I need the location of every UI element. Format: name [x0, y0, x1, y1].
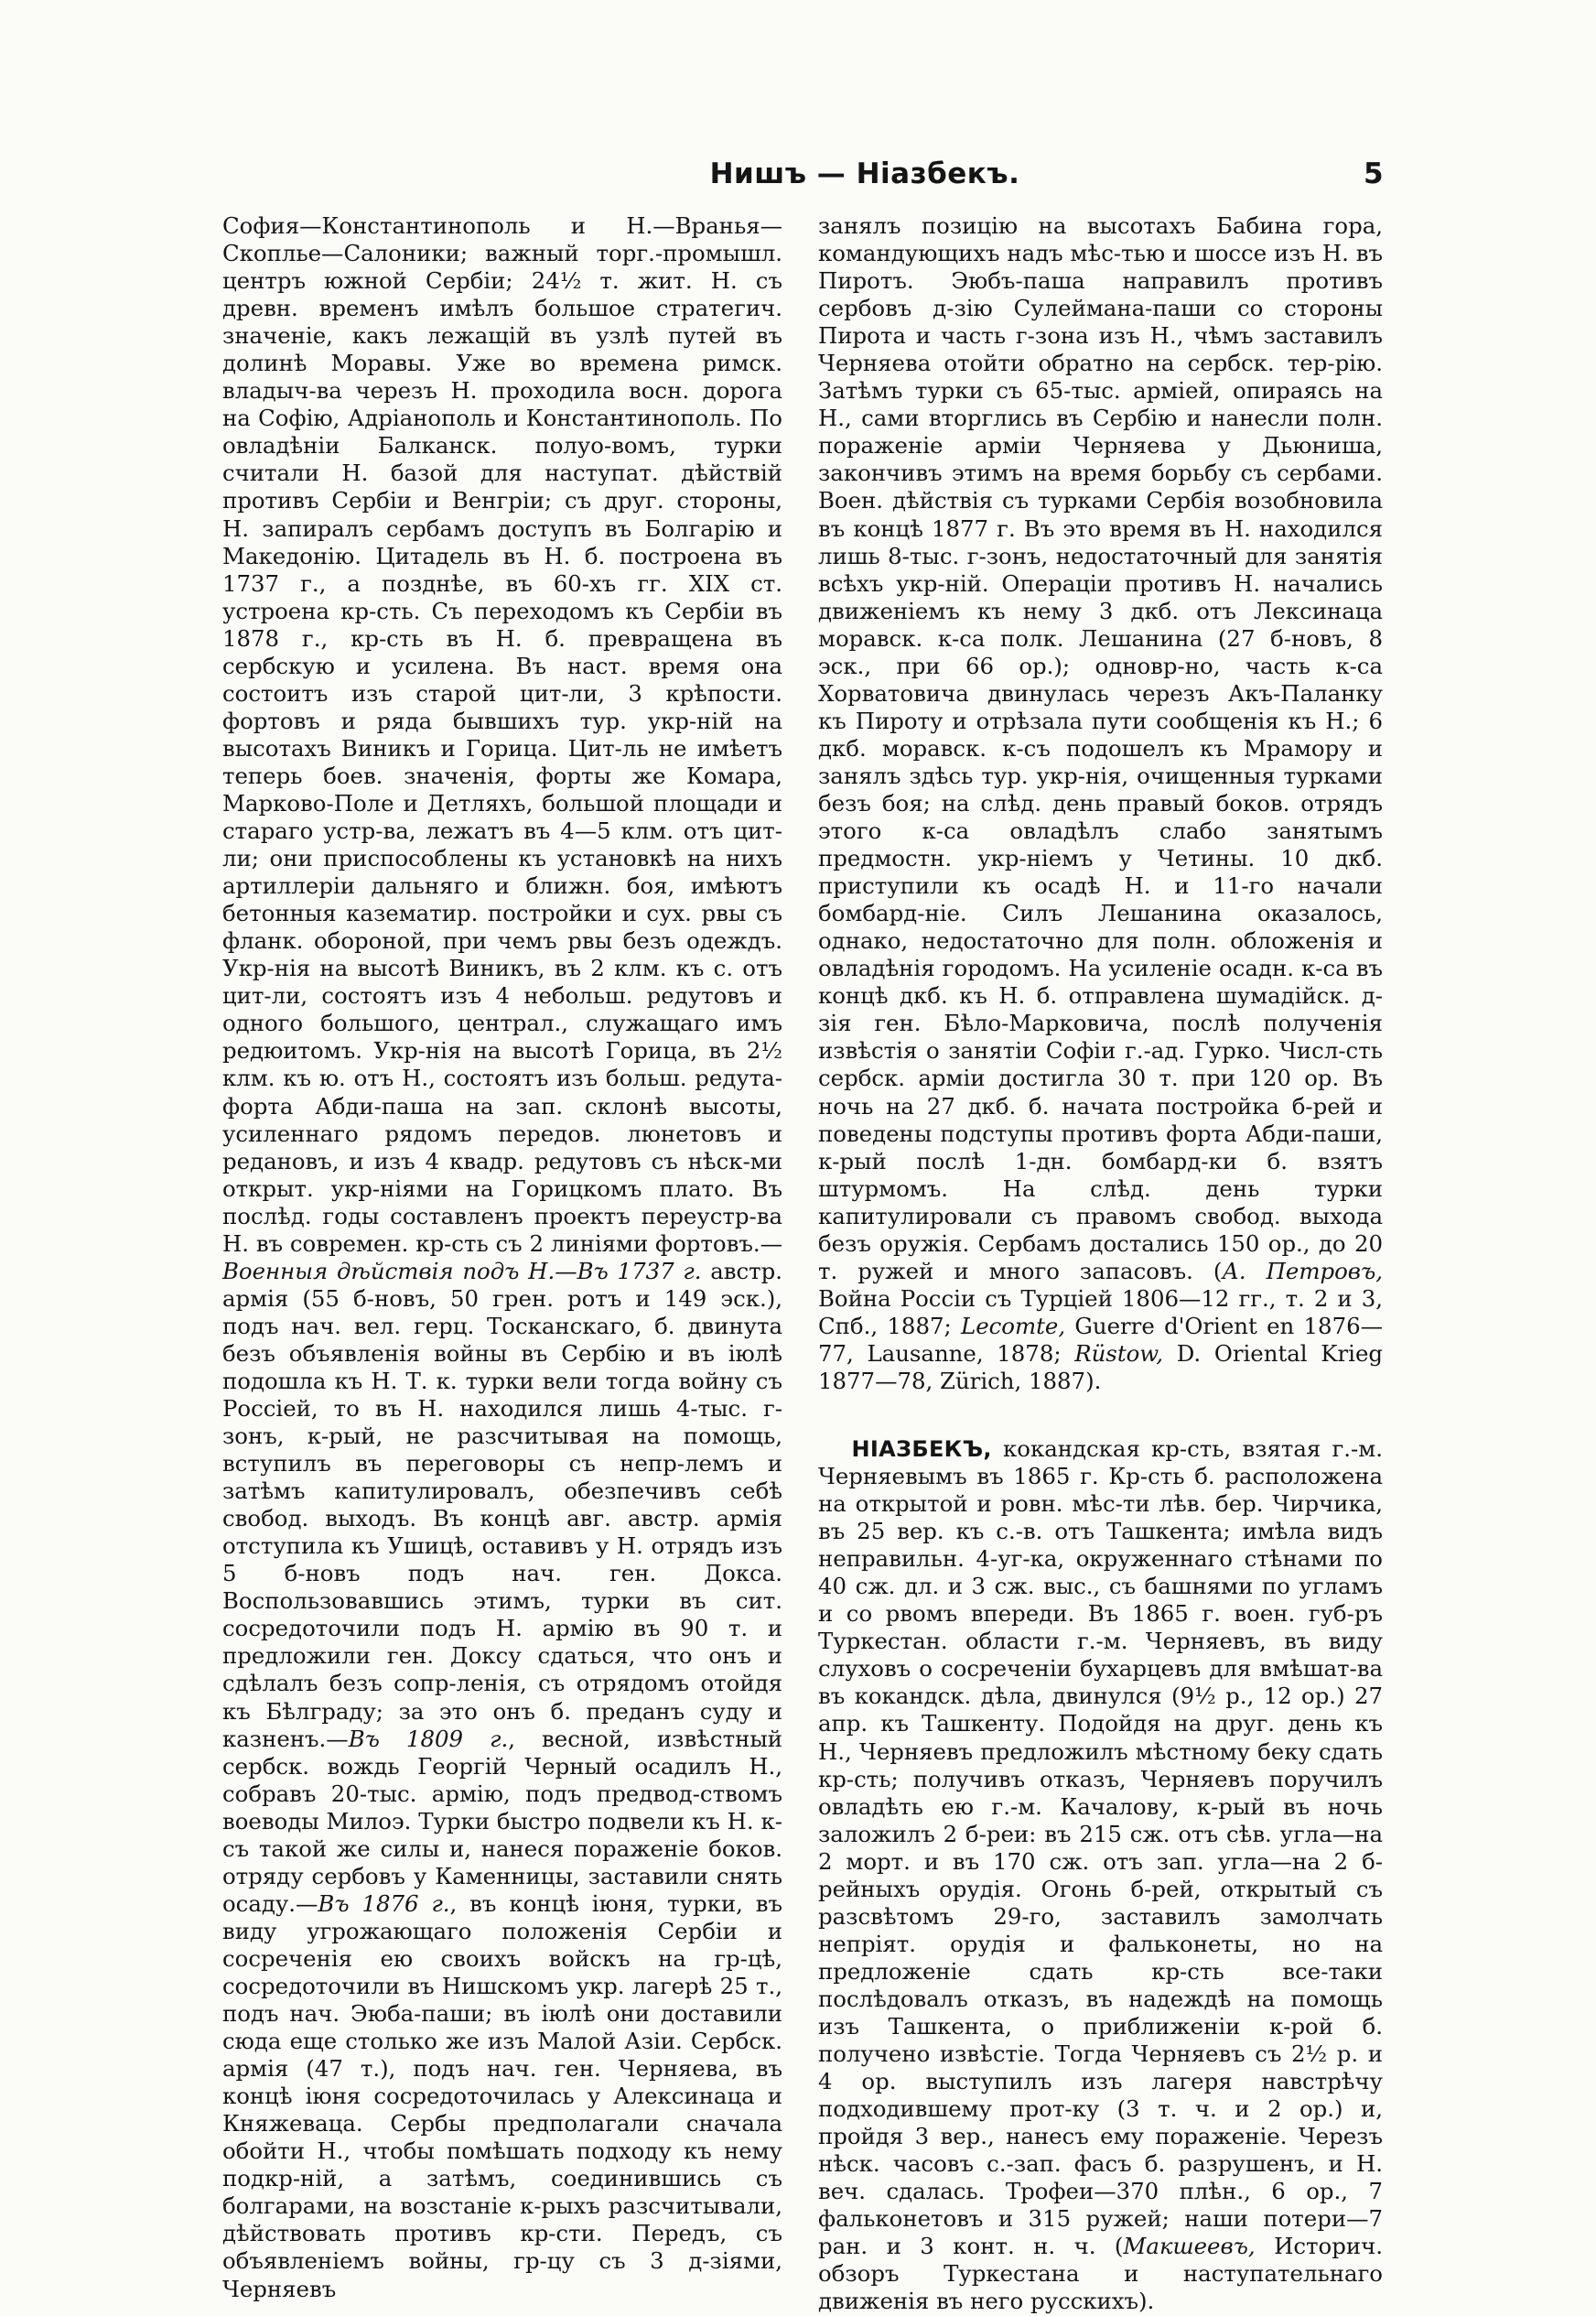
- page-number: 5: [1364, 157, 1384, 190]
- entry-headword: НІАЗБЕКЪ,: [851, 1436, 992, 1463]
- year-marker: Въ 1809 г.: [348, 1725, 509, 1752]
- nish-article-continuation: София—Константинополь и Н.—Вранья—Скоплье—Салоники; важный торг.-промышл. центръ южной Сербіи; 24½ т. жит. Н. съ древн. временъ имѣлъ большое стратегич. значеніе, какъ лежащій въ узлѣ путей въ долинѣ Моравы. Уже во времена римск. владыч-ва черезъ Н. проходила восн. дорога на Софію, Адріанополь и Константинополь. По овладѣніи Балканск. полуо-вомъ, турки считали Н. базой для наступат. дѣйствій противъ Сербіи и Венгріи; съ друг. стороны, Н. запиралъ сербамъ доступъ въ Болгарію и Македонію. Цитадель въ Н. б. построена въ 1737 г., а позднѣе, въ 60-хъ гг. XIX ст. устроена кр-сть. Съ переходомъ къ Сербіи въ 1878 г., кр-сть въ Н. б. превращена въ сербскую и усилена. Въ наст. время она состоитъ изъ старой цит-ли, 3 крѣпости. фортовъ и ряда бывшихъ тур. укр-ній на высотахъ Виникъ и Горица. Цит-ль не имѣетъ теперь боев. значенія, форты же Комара, Марково-Поле и Детляхъ, большой площади и стараго устр-ва, лежатъ въ 4—5 клм. отъ цит-ли; они приспособлены къ установкѣ на нихъ артиллеріи дальняго и ближн. боя, имѣютъ бетонныя казематир. постройки и сух. рвы съ фланк. обороной, при чемъ рвы безъ одеждъ. Укр-нія на высотѣ Виникъ, въ 2 клм. къ с. отъ цит-ли, состоятъ изъ 4 небольш. редутовъ и одного большого, централ., служащаго имъ редюитомъ. Укр-нія на высотѣ Горица, въ 2½ клм. къ ю. отъ Н., состоятъ изъ больш. редута-форта Абди-паша на зап. склонѣ высоты, усиленнаго рядомъ передов. люнетовъ и редановъ, и изъ 4 квадр. редутовъ съ нѣск-ми открыт. укр-ніями на Горицкомъ плато. Въ послѣд. годы составленъ проектъ переустр-ва Н. въ современ. кр-сть съ 2 линіями фортовъ.—Военныя дѣйствія подъ Н.—Въ 1737 г. австр. армія (55 б-новъ, 50 грен. ротъ и 149 эск.), подъ нач. вел. герц. Тосканскаго, б. двинута безъ объявленія войны въ Сербію и въ іюлѣ подошла къ Н. Т. к. турки вели тогда войну съ Россіей, то въ Н. находился лишь 4-тыс. г-зонъ, к-рый, не разсчитывая на помощь, вступилъ въ переговоры съ непр-лемъ и затѣмъ капитулировалъ, обезпечивъ себѣ свобод. выходъ. Въ концѣ авг. австр. армія отступила къ Ушицѣ, оставивъ у Н. отрядъ изъ 5 б-новъ подъ нач. ген. Докса. Воспользовавшись этимъ, турки въ сит. сосредоточили подъ Н. армію въ 90 т. и предложили ген. Доксу сдаться, что онъ и сдѣлалъ безъ сопр-ленія, съ отрядомъ отойдя къ Бѣлграду; за это онъ б. преданъ суду и казненъ.—Въ 1809 г., весной, извѣстный сербск. вождь Георгій Черный осадилъ Н., собравъ 20-тыс. армію, подъ предвод-ствомъ воеводы Милоэ. Турки быстро подвели къ Н. к-съ такой же силы и, нанеся пораженіе боков. отряду сербовъ у Каменницы, заставили снять осаду.—Въ 1876 г., въ концѣ іюня, турки, въ виду угрожающаго положенія Сербіи и сосрeченія ею своихъ войскъ на гр-цѣ, сосредоточили въ Нишскомъ укр. лагерѣ 25 т., подъ нач. Эюба-паши; въ іюлѣ они доставили сюда еще столько же изъ Малой Азіи. Сербск. армія (47 т.), подъ нач. ген. Черняева, въ концѣ іюня сосредоточилась у Алексинаца и Княжеваца. Сербы предполагали сначала обойти Н., чтобы помѣшать подходу къ нему подкр-ній, а затѣмъ, соединившись съ болгарами, на возстаніе к-рыхъ разсчитывали, дѣйствовать противъ кр-сти. Передъ, съ объявленіемъ войны, гр-цу съ 3 д-зіями, Черняевъ: [222, 212, 783, 2302]
- niazbek-article: НІАЗБЕКЪ, кокандская кр-сть, взятая г.-м. Черняевымъ въ 1865 г. Кр-сть б. расположена на открытой и ровн. мѣс-ти лѣв. бер. Чирчика, въ 25 вер. къ с.-в. отъ Ташкента; имѣла видъ неправильн. 4-уг-ка, окруженнаго стѣнами по 40 сж. дл. и 3 сж. выс., съ башнями по угламъ и со рвомъ впереди. Въ 1865 г. воен. губ-ръ Туркестан. области г.-м. Черняевъ, въ виду слуховъ о сосрeченіи бухарцевъ для вмѣшат-ва въ кокандск. дѣла, двинулся (9½ р., 12 ор.) 27 апр. къ Ташкенту. Подойдя на друг. день къ Н., Черняевъ предложилъ мѣстному беку сдать кр-сть; получивъ отказъ, Черняевъ поручилъ овладѣть ею г.-м. Качалову, к-рый въ ночь заложилъ 2 б-реи: въ 215 сж. отъ сѣв. угла—на 2 морт. и въ 170 сж. отъ зап. угла—на 2 б-рейныхъ орудія. Огонь б-рей, открытый съ разсвѣтомъ 29-го, заставилъ замолчать непріят. орудія и фальконеты, но на предложеніе сдать кр-сть все-таки послѣдовалъ отказъ, въ надеждѣ на помощь изъ Ташкента, о приближеніи к-рой б. получено извѣстіе. Тогда Черняевъ съ 2½ р. и 4 ор. выступилъ изъ лагеря навстрѣчу подходившему прот-ку (3 т. ч. и 2 ор.) и, пройдя 3 вер., нанесъ ему пораженіе. Черезъ нѣск. часовъ с.-зап. фасъ б. разрушенъ, и Н. веч. сдалась. Трофеи—370 плѣн., 6 ор., 7 фальконетовъ и 315 ружей; наши потери—7 ран. и 3 конт. н. ч. (Макшеевъ, Историч. обзоръ Туркестана и наступательнаго движенія въ него русскихъ).: [818, 1435, 1383, 2315]
- bibliography-author: Макшеевъ,: [1123, 2233, 1256, 2260]
- right-column: [818, 212, 1383, 2316]
- bibliography-author: А. Петровъ,: [1222, 1257, 1383, 1284]
- source-reference: Военныя дѣйствія подъ Н.: [222, 1257, 555, 1284]
- running-head: Нишъ — Ніазбекъ.: [709, 157, 1020, 190]
- bibliography-author: Lecomte,: [961, 1312, 1066, 1339]
- bibliography-author: Rüstow,: [1074, 1339, 1164, 1367]
- year-marker: Въ 1876 г.: [318, 1889, 450, 1917]
- year-marker: Въ 1737 г.: [577, 1257, 702, 1284]
- article-gap: [818, 1395, 1383, 1435]
- nish-article-end: занялъ позицію на высотахъ Бабина гора, командующихъ надъ мѣс-тью и шоссе изъ Н. въ Пиротъ. Эюбъ-паша направилъ противъ сербовъ д-зію Сулеймана-паши со стороны Пирота и часть г-зона изъ Н., чѣмъ заставилъ Черняева отойти обратно на сербск. тер-рію. Затѣмъ турки съ 65-тыс. арміей, опираясь на Н., сами вторглись въ Сербію и нанесли полн. пораженіе арміи Черняева у Дьюниша, закончивъ этимъ на время борьбу съ сербами. Воен. дѣйствія съ турками Сербія возобновила въ концѣ 1877 г. Въ это время въ Н. находился лишь 8-тыс. г-зонъ, недостаточный для занятія всѣхъ укр-ній. Операціи противъ Н. начались движеніемъ къ нему 3 дкб. отъ Лексинаца моравск. к-са полк. Лешанина (27 б-новъ, 8 эск., при 66 ор.); одновр-но, часть к-са Хорватовича двинулась черезъ Акъ-Паланку къ Пироту и отрѣзала пути сообщенія къ Н.; 6 дкб. моравск. к-съ подошелъ къ Мрамору и занялъ здѣсь тур. укр-нія, очищенныя турками безъ боя; на слѣд. день правый боков. отрядъ этого к-са овладѣлъ слабо занятымъ предмостн. укр-ніемъ у Четины. 10 дкб. приступили къ осадѣ Н. и 11-го начали бомбард-ніе. Силъ Лешанина оказалось, однако, недостаточно для полн. обложенія и овладѣнія городомъ. На усиленіе осадн. к-са въ концѣ дкб. къ Н. б. отправлена шумадійск. д-зія ген. Бѣло-Марковича, послѣ полученія извѣстія о занятіи Софіи г.-ад. Гурко. Числ-сть сербск. арміи достигла 30 т. при 120 ор. Въ ночь на 27 дкб. б. начата постройка б-рей и поведены подступы противъ форта Абди-паши, к-рый послѣ 1-дн. бомбард-ки б. взятъ штурмомъ. На слѣд. день турки капитулировали съ правомъ свобод. выхода безъ оружія. Сербамъ достались 150 ор., до 20 т. ружей и много запасовъ. (А. Петровъ, Война Россіи съ Турціей 1806—12 гг., т. 2 и 3, Спб., 1887; Lecomte, Guerre d'Orient en 1876—77, Lausanne, 1878; Rüstow, D. Oriental Krieg 1877—78, Zürich, 1887).: [818, 212, 1383, 1394]
- left-column: [222, 212, 782, 2303]
